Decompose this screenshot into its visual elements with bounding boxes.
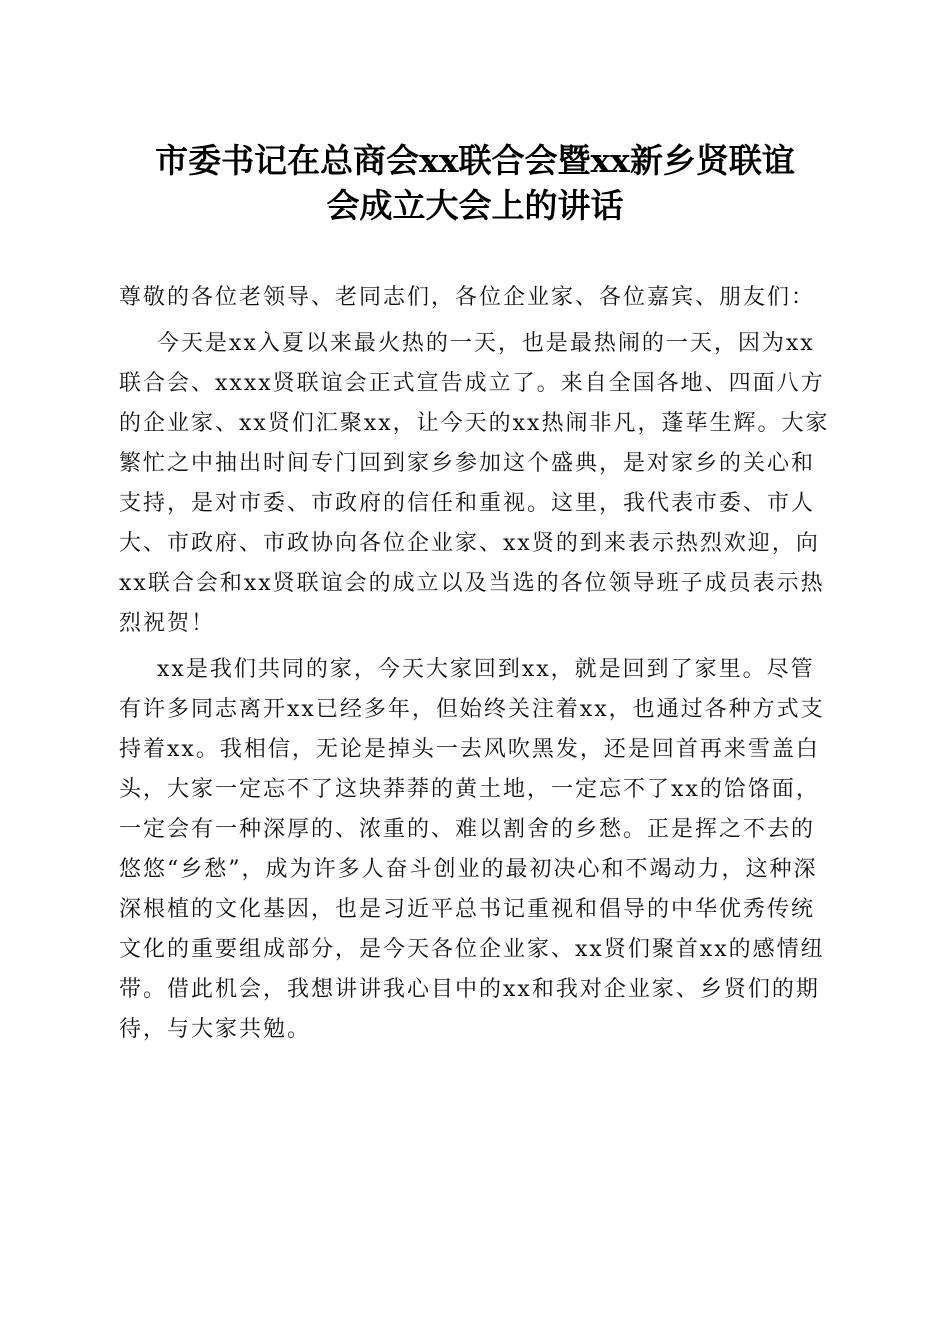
salutation: 尊敬的各位老领导、老同志们，各位企业家、各位嘉宾、朋友们： xyxy=(119,285,816,310)
title-line-2: 会成立大会上的讲话 xyxy=(326,186,624,225)
document-title xyxy=(100,138,850,228)
paragraph-1: 今天是xx入夏以来最火热的一天，也是最热闹的一天，因为xx联合会、xxxx贤联谊会正式宣告成立了。来自全国各地、四面八方的企业家、xx贤们汇聚xx，让今天的xx热闹非凡，蓬荜生辉。大家繁忙之中抽出时间专门回到家乡参加这个盛典，是对家乡的关心和支持，是对市委、市政府的信任和重视。这里，我代表市委、市人大、市政府、市政协向各位企业家、xx贤的到来表示热烈欢迎，向xx联合会和xx贤联谊会的成立以及当选的各位领导班子成员表示热烈祝贺！ xyxy=(119,331,830,636)
title-line-1: 市委书记在总商会xx联合会暨xx新乡贤联谊 xyxy=(155,141,795,180)
document-body xyxy=(119,278,831,1056)
paragraph-2: xx是我们共同的家，今天大家回到xx，就是回到了家里。尽管有许多同志离开xx已经多年，但始终关注着xx，也通过各种方式支持着xx。我相信，无论是掉头一去风吹黑发，还是回首再来雪盖白头，大家一定忘不了这块莽莽的黄土地，一定忘不了xx的饸饹面，一定会有一种深厚的、浓重的、难以割舍的乡愁。正是挥之不去的悠悠“乡愁”，成为许多人奋斗创业的最初决心和不竭动力，这种深深根植的文化基因，也是习近平总书记重视和倡导的中华优秀传统文化的重要组成部分，是今天各位企业家、xx贤们聚首xx的感情纽带。借此机会，我想讲讲我心目中的xx和我对企业家、乡贤们的期待，与大家共勉。 xyxy=(119,657,825,1042)
